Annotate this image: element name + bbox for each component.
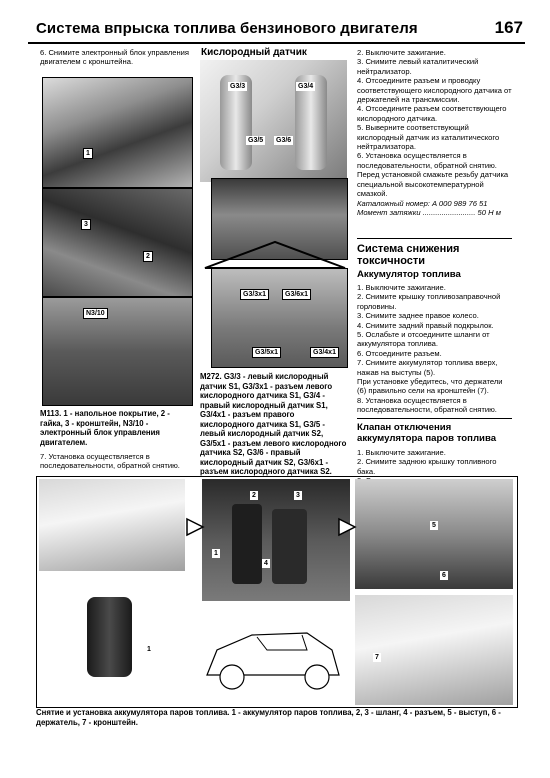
label-b1b: 1 [147,646,151,653]
accumulator-detached [87,597,132,677]
o2-step: 5. Выверните соответствующий кислородный датчик из каталитического нейтрализатора. [357,123,500,152]
accumulator-figure [36,476,518,708]
label-g35x1: G3/5x1 [252,347,281,358]
accumulator-step: 3. Снимите заднее правое колесо. [357,311,479,321]
o2-step: 4. Отсоедините разъем соответствующего кислородного датчика. [357,104,507,123]
accumulator-step: 2. Снимите крышку топливозаправочной горловины. [357,292,501,311]
accumulator-step: 5. Ослабьте и отсоедините шланги от аккумулятора топлива. [357,330,490,349]
label-3: 3 [81,219,91,230]
label-b2: 2 [252,492,256,499]
label-b7: 7 [375,654,379,661]
arrow-right-icon [185,517,205,537]
col2-caption: M272. G3/3 - левый кислородный датчик S1, G3/3x1 - разъем левого кислородного датчика S1, G3/4 - правый кислородный датчик S1, G3/4x1 - разъем правого кислородного датчика S1, G3/5 - левый кислородный датчик S2, G3/5x1 - разъем левого кислородного датчика S2, G3/6 - правый кислородный датчик S2, G3/6x1 - разъем кислородного датчика S2. [200,372,347,476]
valve-step: 1. Выключите зажигание. [357,448,446,457]
photo-accumulator-mounted [202,479,350,601]
accumulator-step: 8. Установка осуществляется в последовательности, обратной снятию. [357,395,497,415]
label-g34x1: G3/4x1 [310,347,339,358]
photo-connectors [211,268,348,368]
col1-caption: M113. 1 - напольное покрытие, 2 - гайка, 3 - кронштейн, N3/10 - электронный блок управления двигателем. [40,409,170,447]
accumulator-step: 7. Снимите аккумулятор топлива вверх, нажав на выступы (5). [357,358,498,377]
bottom-caption: Снятие и установка аккумулятора паров топлива. 1 - аккумулятор паров топлива, 2, 3 - шланг, 4 - разъем, 5 - выступ, 6 - держатель, 7 - кронштейн. [36,708,501,727]
photo-bracket [355,595,513,705]
col1-step6: 6. Снимите электронный блок управления двигателем с кронштейна. [40,48,190,67]
label-b6: 6 [442,572,446,579]
page-number: 167 [494,18,523,37]
toxicity-heading: Система снижения токсичности [357,243,460,267]
valve-step: 2. Снимите заднюю крышку топливного бака. [357,457,497,476]
section-divider [357,418,512,419]
accumulator-step: При установке убедитесь, что держатели (6) правильно сели на кронштейн (7). [357,377,503,396]
valve-heading: Клапан отключения аккумулятора паров топлива [357,422,497,444]
accumulator-step: 4. Снимите задний правый подкрылок. [357,320,494,330]
label-g34: G3/4 [298,83,314,90]
accumulator-step: 1. Выключите зажигание. [357,283,446,292]
page-title: Система впрыска топлива бензинового двигателя [36,20,418,37]
page-header [28,16,525,44]
label-n310: N3/10 [83,308,108,319]
torque-spec: Момент затяжки ......................... 50 Н м [357,207,501,217]
o2-step: Перед установкой смажьте резьбу датчика специальной высокотемпературной смазкой. [357,170,509,199]
zoom-pointer [200,240,350,270]
o2-step: 3. Снимите левый каталитический нейтрализатор. [357,57,479,76]
label-g33: G3/3 [230,83,246,90]
accumulator-step: 6. Отсоедините разъем. [357,348,442,358]
accumulator-steps [357,283,512,415]
photo-ecu [42,297,193,406]
accumulator-body [232,504,262,584]
photo-wheel-arch [39,479,185,571]
label-b4: 4 [264,560,268,567]
section-divider [357,238,512,239]
o2-step: 6. Установка осуществляется в последовательности, обратной снятию. [357,151,497,170]
label-2: 2 [143,251,153,262]
label-b1: 1 [214,550,218,557]
photo-protrusions [355,479,513,589]
label-g35: G3/5 [248,137,264,144]
o2-step: 2. Выключите зажигание. [357,48,446,57]
photo-oxygen-sensors [200,60,347,182]
car-sketch [197,605,347,705]
o2-steps [357,48,512,217]
photo-bracket-nut [42,188,193,297]
label-g36: G3/6 [276,137,292,144]
accumulator-heading: Аккумулятор топлива [357,269,461,280]
catalog-number: Каталожный номер: A 000 989 76 51 [357,198,488,208]
arrow-right-icon [337,517,357,537]
accumulator-canister [272,509,307,584]
label-1: 1 [83,148,93,159]
o2-sensor-heading: Кислородный датчик [201,47,307,58]
label-g33x1: G3/3x1 [240,289,269,300]
label-b3: 3 [296,492,300,499]
label-g36x1: G3/6x1 [282,289,311,300]
photo-floor-covering [42,77,193,188]
col1-step7: 7. Установка осуществляется в последовательности, обратной снятию. [40,452,180,471]
label-b5: 5 [432,522,436,529]
o2-step: 4. Отсоедините разъем и проводку соответствующего кислородного датчика от держателей на трансмиссии. [357,76,512,105]
